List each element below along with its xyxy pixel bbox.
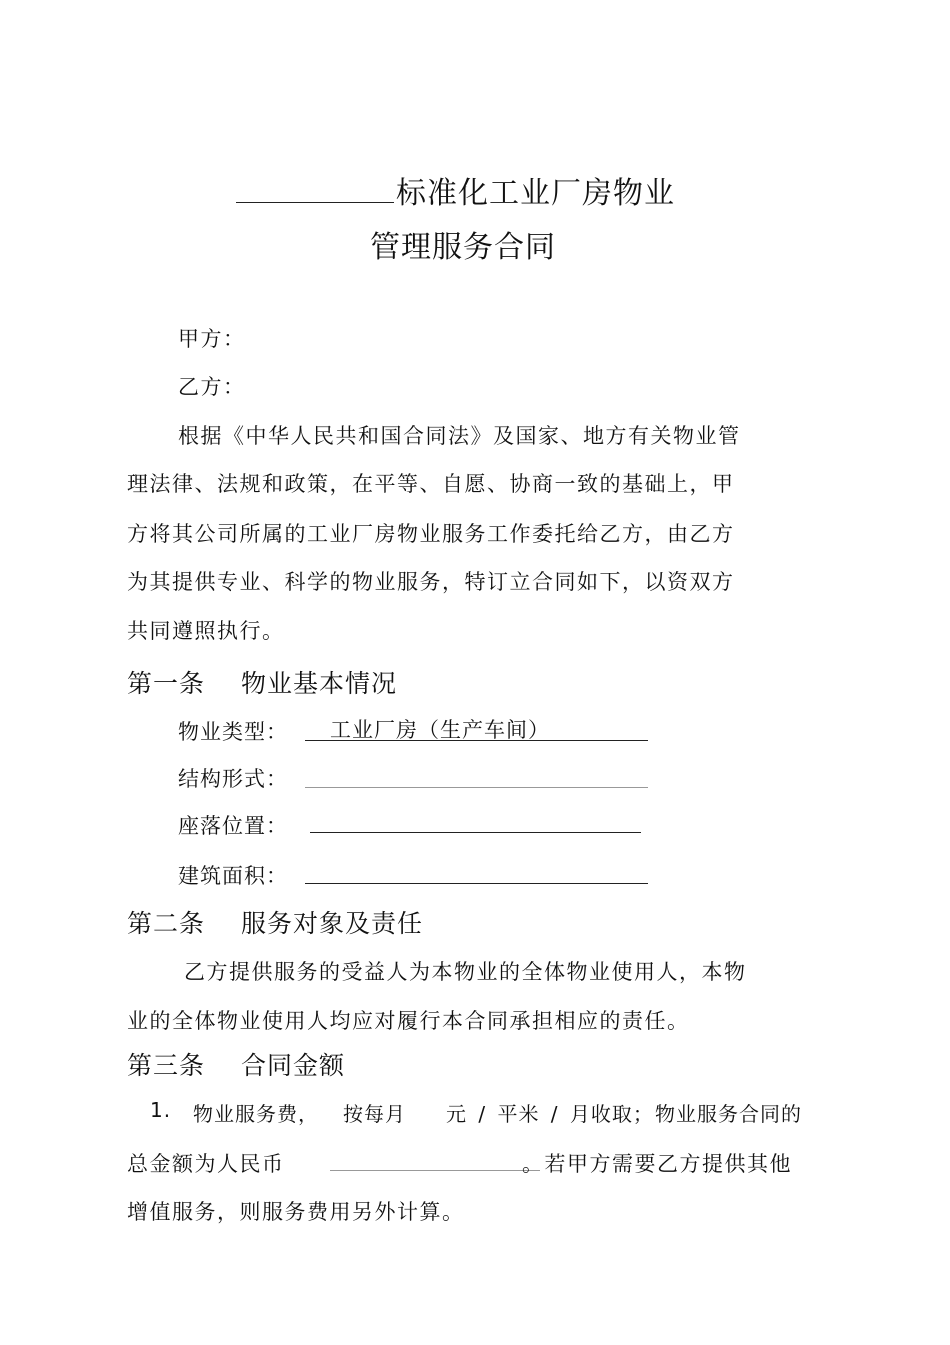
preamble-line: 共同遵照执行。 [127,619,285,643]
preamble-line: 理法律、法规和政策，在平等、自愿、协商一致的基础上，甲 [127,472,735,496]
structure-form-label: 结构形式： [178,767,288,791]
item-1-part-1: 物业服务费， [193,1102,319,1126]
item-1-index: 1. [150,1098,172,1122]
party-a-label: 甲方： [178,327,246,351]
total-amount-underline [330,1170,540,1171]
building-area-label: 建筑面积： [178,864,288,888]
structure-form-underline [305,787,648,788]
property-type-value: 工业厂房（生产车间） [330,718,550,742]
title-line-2: 管理服务合同 [370,230,556,265]
title-blank-underline [236,202,394,203]
article-2-line: 乙方提供服务的受益人为本物业的全体物业使用人，本物 [184,960,747,984]
item-1-part-4: 物业服务合同的 [655,1102,802,1126]
property-type-label: 物业类型： [178,720,288,744]
article-2-number: 第二条 [127,909,206,938]
item-1-part-2: 按每月 [343,1102,406,1126]
location-label: 座落位置： [178,814,288,838]
article-1-heading: 物业基本情况 [241,669,398,698]
article-2-line: 业的全体物业使用人均应对履行本合同承担相应的责任。 [127,1009,690,1033]
property-type-underline [305,740,648,741]
title-line-1: 标准化工业厂房物业 [396,176,675,211]
preamble-line: 为其提供专业、科学的物业服务，特订立合同如下，以资双方 [127,570,735,594]
item-1-line-2-end: 。若甲方需要乙方提供其他 [522,1152,792,1176]
location-underline [310,832,641,833]
item-1-part-3: 元 / 平米 / 月收取； [446,1102,654,1126]
party-b-label: 乙方： [178,375,246,399]
item-1-line-3: 增值服务，则服务费用另外计算。 [127,1200,465,1224]
preamble-line: 方将其公司所属的工业厂房物业服务工作委托给乙方，由乙方 [127,522,735,546]
article-3-heading: 合同金额 [241,1051,346,1080]
article-2-heading: 服务对象及责任 [241,909,424,938]
item-1-line-2-start: 总金额为人民币 [127,1152,285,1176]
article-1-number: 第一条 [127,669,206,698]
preamble-line: 根据《中华人民共和国合同法》及国家、地方有关物业管 [178,424,741,448]
article-3-number: 第三条 [127,1051,206,1080]
building-area-underline [305,883,648,884]
